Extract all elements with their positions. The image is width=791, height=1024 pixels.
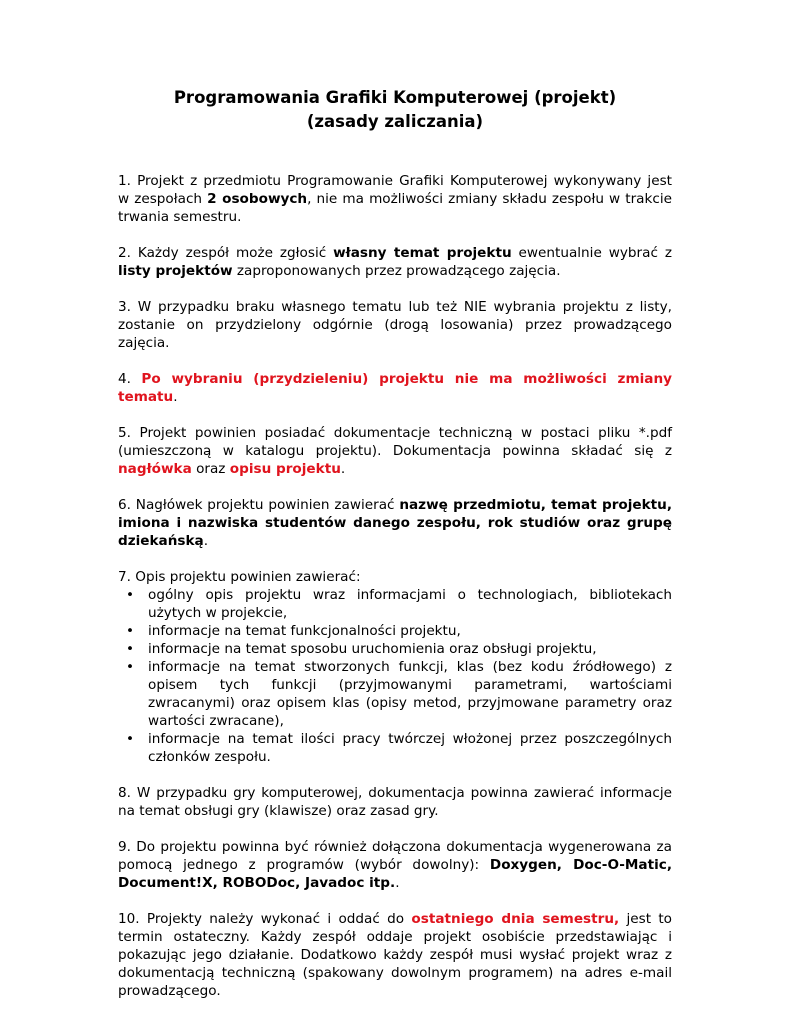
rule-2-text-mid: ewentualnie wybrać z (511, 245, 672, 261)
rule-3-text: 3. W przypadku braku własnego tematu lub też NIE wybrania projektu z listy, zostanie on przydzielony odgórnie (drogą losowania) przez prowadzącego zajęcia. (118, 299, 672, 351)
title-line-1: Programowania Grafiki Komputerowej (projekt) (173, 88, 617, 107)
bullet-text: informacje na temat ilości pracy twórczej włożonej przez poszczególnych członków zespołu. (148, 731, 672, 765)
bullet-item (126, 640, 672, 658)
bullet-item (126, 622, 672, 640)
rule-6-bold: nazwę przedmiotu, temat projektu, imiona i nazwiska studentów danego zespołu, rok studiów oraz grupę dziekańską (118, 497, 672, 549)
rule-2-text: 2. Każdy zespół może zgłosić (118, 245, 334, 261)
rule-10-red-deadline: ostatniego dnia semestru, (411, 911, 620, 927)
rule-4-red-text: Po wybraniu (przydzieleniu) projektu nie ma możliwości zmiany tematu (118, 371, 672, 405)
rule-4-number: 4. (118, 371, 142, 387)
bullet-item (126, 658, 672, 730)
rule-4 (118, 370, 672, 406)
bullet-text: informacje na temat stworzonych funkcji, klas (bez kodu źródłowego) z opisem tych funkcji (przyjmowanymi parametrami, wartościami zwracanymi) oraz opisem klas (opisy metod, przyjmowane parametry oraz wartości zwracane), (148, 659, 672, 729)
bullet-item (126, 586, 672, 622)
rule-5-text-end: . (340, 461, 346, 477)
rule-8 (118, 784, 672, 820)
rule-10-text: 10. Projekty należy wykonać i oddać do (118, 911, 412, 927)
rule-5 (118, 424, 672, 478)
rule-2-bold-list: listy projektów (118, 263, 233, 279)
rule-1-text-end: , nie ma możliwości zmiany składu zespołu w trakcie trwania semestru. (118, 191, 672, 225)
rule-10-text-end: jest to termin ostateczny. Każdy zespół oddaje projekt osobiście przedstawiając i pokazując jego działanie. Dodatkowo każdy zespół musi wysłać projekt wraz z dokumentacją techniczną (spakowany dowolnym programem) na adres e-mail prowadzącego. (118, 911, 672, 999)
rule-9-bold-tools: Doxygen, Doc-O-Matic, Document!X, ROBODoc, Javadoc itp. (118, 857, 672, 891)
rule-1 (118, 172, 672, 226)
rule-1-bold: 2 osobowych (207, 191, 308, 207)
rule-8-text: 8. W przypadku gry komputerowej, dokumentacja powinna zawierać informacje na temat obsługi gry (klawisze) oraz zasad gry. (118, 785, 672, 819)
rule-5-text-mid: oraz (191, 461, 230, 477)
rule-6-text-end: . (203, 533, 209, 549)
title-line-2: (zasady zaliczania) (306, 112, 484, 131)
rule-5-red-header: nagłówka (118, 461, 192, 477)
rule-5-red-description: opisu projektu (229, 461, 341, 477)
bullet-icon: • (126, 659, 135, 675)
rule-1-text: 1. Projekt z przedmiotu Programowanie Grafiki Komputerowej wykonywany jest w zespołach (118, 173, 672, 207)
rule-7-heading: 7. Opis projektu powinien zawierać: (118, 569, 361, 585)
bullet-item (126, 730, 672, 766)
bullet-text: informacje na temat funkcjonalności projektu, (148, 623, 461, 639)
rule-9 (118, 838, 672, 892)
bullet-icon: • (126, 623, 135, 639)
rule-2-bold-topic: własny temat projektu (333, 245, 512, 261)
rule-3 (118, 298, 672, 352)
rule-2 (118, 244, 672, 280)
rule-4-text-end: . (173, 389, 178, 405)
bullet-icon: • (126, 587, 135, 603)
rule-5-text: 5. Projekt powinien posiadać dokumentacje techniczną w postaci pliku *.pdf (umieszczoną w katalogu projektu). Dokumentacja powinna składać się z (118, 425, 672, 459)
rule-6 (118, 496, 672, 550)
rule-7-bullet-list (118, 586, 672, 766)
document-page (118, 86, 672, 1018)
rule-10 (118, 910, 672, 1000)
bullet-text: informacje na temat sposobu uruchomienia oraz obsługi projektu, (148, 641, 597, 657)
bullet-text: ogólny opis projektu wraz informacjami o technologiach, bibliotekach użytych w projekcie, (148, 587, 672, 621)
rule-9-text-end: . (395, 875, 400, 891)
rule-6-text: 6. Nagłówek projektu powinien zawierać (118, 497, 400, 513)
document-title (118, 86, 672, 134)
rule-9-text: 9. Do projektu powinna być również dołączona dokumentacja wygenerowana za pomocą jednego z programów (wybór dowolny): (118, 839, 672, 873)
rule-2-text-end: zaproponowanych przez prowadzącego zajęcia. (232, 263, 561, 279)
bullet-icon: • (126, 731, 135, 747)
bullet-icon: • (126, 641, 135, 657)
